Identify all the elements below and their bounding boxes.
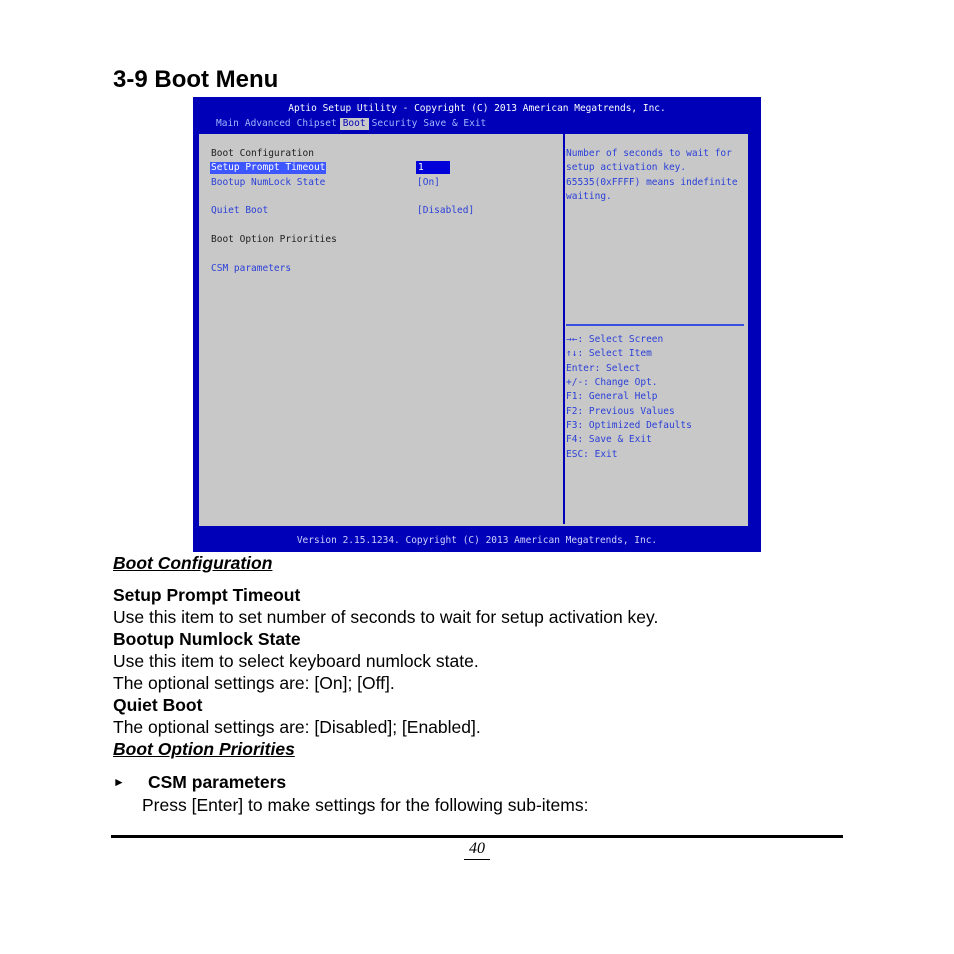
quiet-boot-options: The optional settings are: [Disabled]; [Enabled]. — [113, 717, 481, 737]
bios-setup-prompt-timeout-item[interactable]: Setup Prompt Timeout — [211, 162, 326, 173]
bios-screenshot — [193, 97, 761, 552]
bios-boot-option-priorities-label: Boot Option Priorities — [211, 234, 337, 245]
tab-boot[interactable]: Boot — [340, 118, 369, 130]
bios-key-help-line: F1: General Help — [566, 391, 658, 402]
bios-footer: Version 2.15.1234. Copyright (C) 2013 American Megatrends, Inc. — [296, 535, 658, 546]
page-title: 3-9 Boot Menu — [113, 66, 279, 93]
bios-help-separator — [566, 324, 744, 326]
bios-help-line: waiting. — [566, 191, 612, 202]
bios-key-help-line: F4: Save & Exit — [566, 434, 652, 445]
bios-settings-pane — [197, 132, 565, 524]
bios-csm-parameters-item[interactable]: CSM parameters — [211, 263, 292, 274]
footer-rule — [111, 835, 843, 838]
bios-header: Aptio Setup Utility - Copyright (C) 2013 American Megatrends, Inc. — [288, 103, 666, 114]
boot-option-priorities-heading: Boot Option Priorities — [113, 739, 295, 759]
bios-help-line: 65535(0xFFFF) means indefinite — [566, 177, 738, 188]
bios-setup-prompt-timeout-value: 1 — [418, 162, 424, 173]
tab-security[interactable]: Security — [371, 118, 418, 129]
tab-save-exit[interactable]: Save & Exit — [423, 118, 487, 129]
quiet-boot-heading: Quiet Boot — [113, 695, 203, 715]
bios-quiet-boot-value[interactable]: [Disabled] — [417, 205, 475, 216]
csm-parameters-description: Press [Enter] to make settings for the following sub-items: — [142, 795, 589, 815]
bios-key-help-line: Enter: Select — [566, 363, 641, 374]
bootup-numlock-heading: Bootup Numlock State — [113, 629, 301, 649]
bios-key-help-line: +/-: Change Opt. — [566, 377, 658, 388]
bios-key-help-line: ESC: Exit — [566, 449, 618, 460]
tab-chipset[interactable]: Chipset — [296, 118, 337, 129]
bios-key-help-line: ↑↓: Select Item — [566, 348, 652, 359]
page-number: 40 — [464, 840, 490, 860]
bios-key-help-line: F2: Previous Values — [566, 406, 675, 417]
bios-quiet-boot-item[interactable]: Quiet Boot — [211, 205, 269, 216]
setup-prompt-timeout-heading: Setup Prompt Timeout — [113, 585, 301, 605]
tab-main[interactable]: Main — [216, 118, 239, 129]
bios-help-line: Number of seconds to wait for — [566, 148, 732, 159]
bootup-numlock-options: The optional settings are: [On]; [Off]. — [113, 673, 395, 693]
tab-advanced[interactable]: Advanced — [244, 118, 291, 129]
bootup-numlock-description: Use this item to select keyboard numlock state. — [113, 651, 479, 671]
bios-boot-configuration-label: Boot Configuration — [211, 148, 314, 159]
setup-prompt-timeout-description: Use this item to set number of seconds to wait for setup activation key. — [113, 607, 659, 627]
bullet-arrow-icon: ► — [113, 775, 125, 789]
csm-parameters-heading: CSM parameters — [148, 772, 287, 792]
bios-bootup-numlock-value[interactable]: [On] — [417, 177, 440, 188]
bios-key-help-line: F3: Optimized Defaults — [566, 420, 692, 431]
bios-tab-bar — [213, 118, 489, 130]
bios-help-line: setup activation key. — [566, 162, 687, 173]
boot-configuration-heading: Boot Configuration — [113, 553, 273, 573]
bios-bootup-numlock-item[interactable]: Bootup NumLock State — [211, 177, 326, 188]
bios-key-help-line: →←: Select Screen — [566, 334, 664, 345]
